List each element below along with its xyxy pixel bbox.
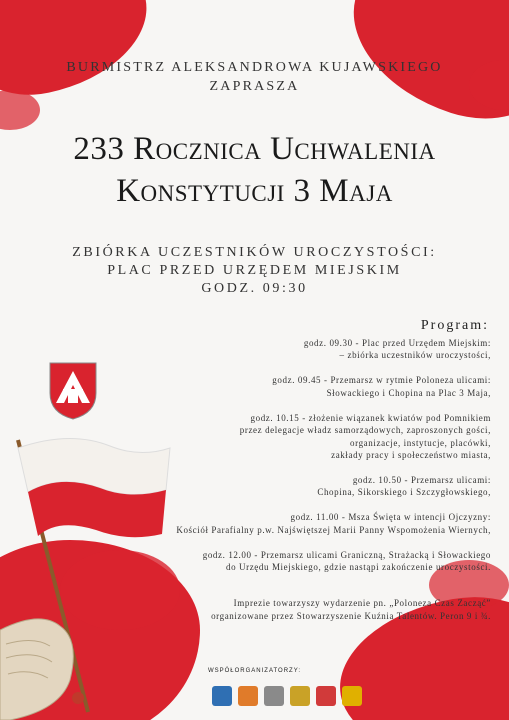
program-item-line: – zbiórka uczestników uroczystości, xyxy=(339,350,491,361)
cosponsor-logo-icon xyxy=(316,686,336,706)
program-item-line: Słowackiego i Chopina na Plac 3 Maja, xyxy=(326,387,491,398)
program-item xyxy=(51,374,491,399)
program-item-line: organizacje, instytucje, placówki, xyxy=(350,437,491,448)
coat-of-arms-icon xyxy=(48,361,98,421)
cosponsor-logos xyxy=(212,684,372,708)
cosponsor-logo-icon xyxy=(264,686,284,706)
program-item-line: Kościół Parafialny p.w. Najświętszej Marii Panny Wspomożenia Wiernych, xyxy=(176,524,491,535)
organizer-invites: ZAPRASZA xyxy=(209,79,300,94)
cosponsor-logo-icon xyxy=(342,686,362,706)
program-item-line: godz. 10.15 - złożenie wiązanek kwiatów pod Pomnikiem xyxy=(250,412,491,423)
organizer-heading xyxy=(0,58,509,96)
program-item xyxy=(51,337,491,362)
program-item-line: przez delegacje władz samorządowych, zaproszonych gości, xyxy=(239,425,491,436)
polish-flag-icon xyxy=(0,430,180,720)
event-title xyxy=(0,128,509,212)
cosponsor-logo-icon xyxy=(290,686,310,706)
program-heading: Program: xyxy=(420,318,489,333)
meeting-info xyxy=(0,244,509,298)
event-title-line1: 233 Rocznica Uchwalenia xyxy=(73,131,436,167)
cosponsors-label: WSPÓŁORGANIZATORZY: xyxy=(207,668,302,674)
program-item-line: do Urzędu Miejskiego, gdzie nastąpi zakończenie uroczystości. xyxy=(225,562,491,573)
cosponsor-logo-icon xyxy=(212,686,232,706)
footer-note-line1: Imprezie towarzyszy wydarzenie pn. „Poloneza Czas Zacząć” xyxy=(233,598,491,608)
meeting-line2: PLAC PRZED URZĘDEM MIEJSKIM xyxy=(107,263,402,278)
meeting-line3: GODZ. 09:30 xyxy=(201,281,308,296)
cosponsor-logo-icon xyxy=(238,686,258,706)
footer-note xyxy=(131,597,491,622)
organizer-name: BURMISTRZ ALEKSANDROWA KUJAWSKIEGO xyxy=(66,60,443,75)
program-item-line: zakłady pracy i społeczeństwo miasta, xyxy=(331,450,491,461)
program-item-line: godz. 12.00 - Przemarsz ulicami Graniczną, Strażacką i Słowackiego xyxy=(202,549,491,560)
program-item-line: Chopina, Sikorskiego i Szczygłowskiego, xyxy=(317,487,491,498)
event-title-line2: Konstytucji 3 Maja xyxy=(116,173,393,209)
red-splash xyxy=(0,90,40,130)
footer-note-line2: organizowane przez Stowarzyszenie Kuźnia Talentów. Peron 9 i ¾. xyxy=(211,610,491,621)
meeting-line1: ZBIÓRKA UCZESTNIKÓW UROCZYSTOŚCI: xyxy=(72,245,437,260)
program-item-line: godz. 11.00 - Msza Święta w intencji Ojczyzny: xyxy=(290,512,491,523)
program-item-line: godz. 09.45 - Przemarsz w rytmie Poloneza ulicami: xyxy=(272,375,491,386)
program-item-line: godz. 09.30 - Plac przed Urzędem Miejskim: xyxy=(303,338,491,348)
program-item-line: godz. 10.50 - Przemarsz ulicami: xyxy=(352,475,491,486)
